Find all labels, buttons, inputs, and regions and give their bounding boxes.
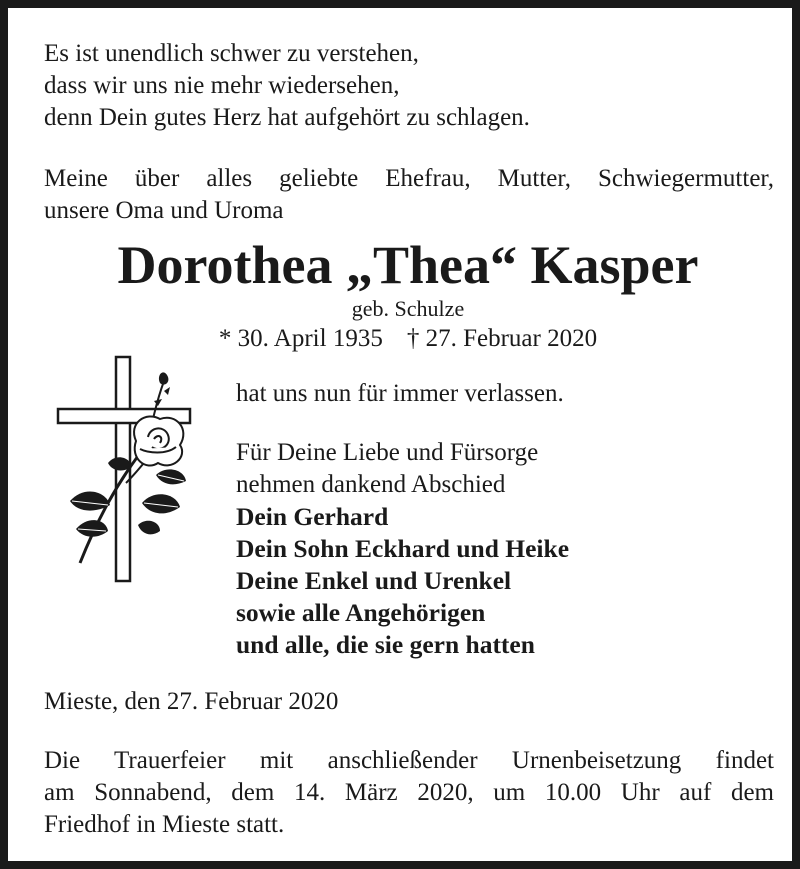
poem-line: denn Dein gutes Herz hat aufgehört zu schlagen.	[44, 104, 530, 131]
funeral-line: am Sonnabend, dem 14. März 2020, um 10.00 Uhr auf dem	[44, 779, 774, 806]
life-dates	[8, 323, 800, 355]
intro-line: Meine über alles geliebte Ehefrau, Mutter, Schwiegermutter,	[44, 165, 774, 192]
poem-line: Es ist unendlich schwer zu verstehen,	[44, 40, 419, 67]
mourner-line: Dein Sohn Eckhard und Heike	[236, 534, 570, 563]
mourner-line: Dein Gerhard	[236, 502, 389, 531]
thanks-line: Für Deine Liebe und Fürsorge	[236, 439, 539, 466]
message-block	[236, 378, 776, 661]
funeral-line: Friedhof in Mieste statt.	[44, 811, 285, 838]
message-line: hat uns nun für immer verlassen.	[236, 380, 564, 407]
place-date: Mieste, den 27. Februar 2020	[44, 688, 339, 715]
maiden-name: geb. Schulze	[351, 296, 465, 321]
deceased-name: Dorothea „Thea“ Kasper	[117, 235, 699, 295]
mourner-line: und alle, die sie gern hatten	[236, 630, 535, 659]
birth-date: * 30. April 1935	[218, 325, 383, 352]
funeral-info	[44, 745, 774, 841]
poem-verse	[44, 38, 774, 134]
thanks-line: nehmen dankend Abschied	[236, 471, 506, 498]
poem-line: dass wir uns nie mehr wiedersehen,	[44, 72, 400, 99]
intro-line: unsere Oma und Uroma	[44, 197, 284, 224]
cross-with-rose-icon	[56, 353, 196, 585]
mourner-line: sowie alle Angehörigen	[236, 598, 486, 627]
funeral-line: Die Trauerfeier mit anschließender Urnenbeisetzung findet	[44, 747, 774, 774]
mourner-line: Deine Enkel und Urenkel	[236, 566, 512, 595]
death-date: † 27. Februar 2020	[406, 325, 598, 352]
intro-text	[44, 163, 774, 227]
